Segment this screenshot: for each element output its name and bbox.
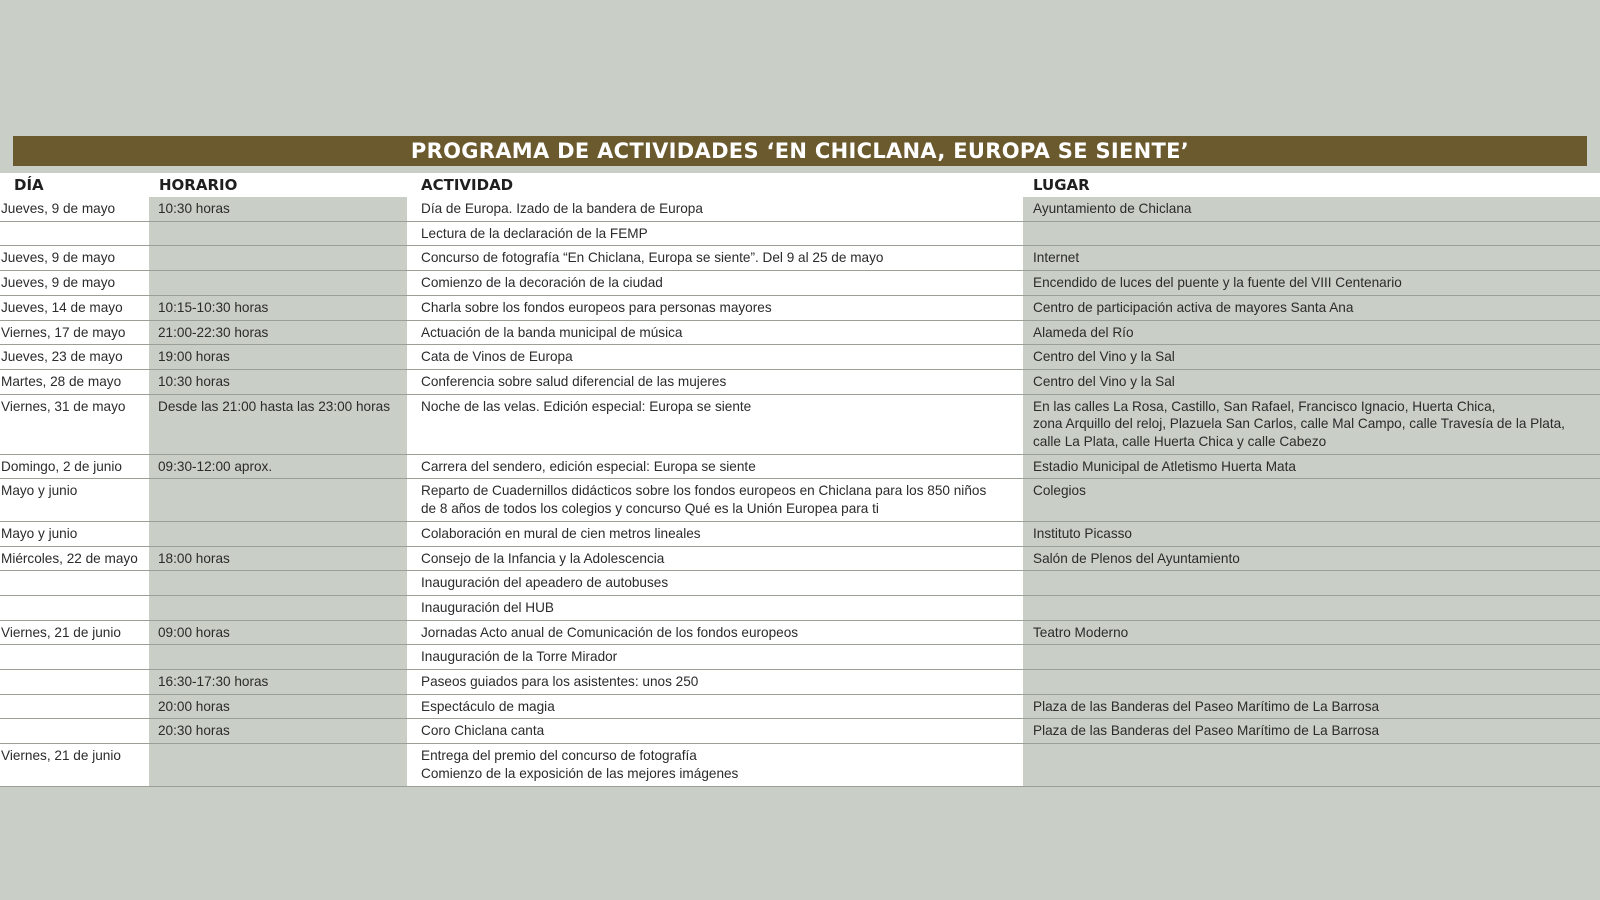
lugar-cell-line: Ayuntamiento de Chiclana [1033, 201, 1192, 216]
actividad-cell [407, 246, 1023, 271]
table-row [0, 295, 1600, 320]
lugar-cell [1023, 670, 1600, 695]
lugar-cell [1023, 295, 1600, 320]
actividad-cell-line: Comienzo de la exposición de las mejores imágenes [421, 765, 739, 781]
lugar-cell-line: Centro del Vino y la Sal [1033, 349, 1175, 365]
lugar-cell [1023, 369, 1600, 394]
actividad-cell [407, 479, 1023, 521]
actividad-cell-line: Charla sobre los fondos europeos para personas mayores [421, 299, 772, 315]
horario-cell: 10:15-10:30 horas [149, 295, 407, 320]
actividad-cell [407, 320, 1023, 345]
actividad-cell [407, 521, 1023, 546]
actividad-cell [407, 645, 1023, 670]
actividad-cell [407, 595, 1023, 620]
actividad-cell-line: Cata de Vinos de Europa [421, 349, 573, 365]
actividad-cell-line: Actuación de la banda municipal de música [421, 324, 683, 340]
horario-cell: 21:00-22:30 horas [149, 320, 407, 345]
dia-cell: Jueves, 9 de mayo [0, 197, 149, 221]
lugar-cell-line: Estadio Municipal de Atletismo Huerta Mata [1033, 458, 1296, 474]
lugar-cell [1023, 271, 1600, 296]
actividad-cell [407, 454, 1023, 479]
horario-cell [149, 521, 407, 546]
horario-cell: 16:30-17:30 horas [149, 670, 407, 695]
horario-cell: 20:00 horas [149, 694, 407, 719]
actividad-cell [407, 744, 1023, 786]
lugar-cell [1023, 221, 1600, 246]
table-row [0, 670, 1600, 695]
table-row [0, 744, 1600, 786]
lugar-cell [1023, 479, 1600, 521]
dia-cell [0, 571, 149, 596]
table-row [0, 320, 1600, 345]
lugar-cell [1023, 521, 1600, 546]
lugar-cell-line: Plaza de las Banderas del Paseo Marítimo de La Barrosa [1033, 723, 1380, 739]
lugar-cell-line: Teatro Moderno [1033, 624, 1129, 640]
lugar-cell-line: Salón de Plenos del Ayuntamiento [1033, 550, 1240, 566]
table-row [0, 595, 1600, 620]
horario-cell [149, 246, 407, 271]
horario-cell: 19:00 horas [149, 345, 407, 370]
table-row [0, 345, 1600, 370]
horario-cell [149, 595, 407, 620]
actividad-cell [407, 295, 1023, 320]
actividad-cell-line: Carrera del sendero, edición especial: Europa se siente [421, 458, 756, 474]
horario-cell: Desde las 21:00 hasta las 23:00 horas [149, 394, 407, 454]
lugar-cell-line: Plaza de las Banderas del Paseo Marítimo de La Barrosa [1033, 698, 1380, 714]
table-row [0, 246, 1600, 271]
actividad-cell [407, 620, 1023, 645]
horario-cell: 18:00 horas [149, 546, 407, 571]
lugar-cell [1023, 620, 1600, 645]
dia-cell: Viernes, 21 de junio [0, 620, 149, 645]
lugar-cell [1023, 546, 1600, 571]
lugar-cell-line: Internet [1033, 250, 1080, 266]
table-row [0, 719, 1600, 744]
table-row [0, 694, 1600, 719]
program-title: PROGRAMA DE ACTIVIDADES ‘EN CHICLANA, EUROPA SE SIENTE’ [13, 136, 1587, 166]
actividad-cell [407, 670, 1023, 695]
lugar-cell [1023, 571, 1600, 596]
dia-cell [0, 221, 149, 246]
actividad-cell-line: de 8 años de todos los colegios y concurso Qué es la Unión Europea para ti [421, 501, 879, 517]
actividad-cell-line: Concurso de fotografía “En Chiclana, Europa se siente”. Del 9 al 25 de mayo [421, 250, 884, 266]
dia-cell [0, 595, 149, 620]
table-row [0, 271, 1600, 296]
horario-cell: 20:30 horas [149, 719, 407, 744]
lugar-cell [1023, 345, 1600, 370]
actividad-cell-line: Inauguración de la Torre Mirador [421, 649, 618, 665]
actividad-cell-line: Entrega del premio del concurso de fotografía [421, 748, 697, 764]
lugar-cell-line: Encendido de luces del puente y la fuente del VIII Centenario [1033, 275, 1402, 291]
horario-cell [149, 479, 407, 521]
lugar-cell-line: En las calles La Rosa, Castillo, San Rafael, Francisco Ignacio, Huerta Chica, [1033, 398, 1496, 414]
dia-cell: Viernes, 21 de junio [0, 744, 149, 786]
lugar-cell-line: Centro del Vino y la Sal [1033, 373, 1175, 389]
lugar-cell-line: Colegios [1033, 483, 1086, 499]
dia-cell [0, 645, 149, 670]
lugar-cell [1023, 246, 1600, 271]
dia-cell: Jueves, 9 de mayo [0, 271, 149, 296]
dia-cell: Mayo y junio [0, 521, 149, 546]
table-row [0, 197, 1600, 221]
dia-cell: Jueves, 14 de mayo [0, 295, 149, 320]
horario-cell: 10:30 horas [149, 197, 407, 221]
table-row [0, 479, 1600, 521]
lugar-cell [1023, 595, 1600, 620]
actividad-cell-line: Lectura de la declaración de la FEMP [421, 225, 648, 241]
dia-cell: Viernes, 31 de mayo [0, 394, 149, 454]
table-row [0, 369, 1600, 394]
lugar-cell [1023, 320, 1600, 345]
dia-cell [0, 670, 149, 695]
dia-cell [0, 719, 149, 744]
lugar-cell-line: zona Arquillo del reloj, Plazuela San Carlos, calle Mal Campo, calle Travesía de la Plata, [1033, 416, 1565, 432]
lugar-cell-line: calle La Plata, calle Huerta Chica y calle Cabezo [1033, 434, 1327, 450]
actividad-cell [407, 394, 1023, 454]
dia-cell: Jueves, 23 de mayo [0, 345, 149, 370]
dia-cell: Viernes, 17 de mayo [0, 320, 149, 345]
lugar-cell [1023, 454, 1600, 479]
lugar-cell [1023, 694, 1600, 719]
table-header-row [0, 173, 1600, 197]
lugar-cell-line: Instituto Picasso [1033, 525, 1132, 541]
horario-cell: 09:00 horas [149, 620, 407, 645]
actividad-cell [407, 197, 1023, 221]
actividad-cell [407, 571, 1023, 596]
table-row [0, 394, 1600, 454]
actividad-cell [407, 546, 1023, 571]
header-actividad: ACTIVIDAD [407, 173, 1023, 197]
table-row [0, 645, 1600, 670]
actividad-cell-line: Conferencia sobre salud diferencial de las mujeres [421, 373, 727, 389]
lugar-cell-line: Alameda del Río [1033, 324, 1134, 340]
actividad-cell-line: Comienzo de la decoración de la ciudad [421, 275, 663, 291]
actividad-cell-line: Paseos guiados para los asistentes: unos 250 [421, 674, 699, 690]
actividad-cell-line: Consejo de la Infancia y la Adolescencia [421, 550, 665, 566]
table-row [0, 571, 1600, 596]
dia-cell: Jueves, 9 de mayo [0, 246, 149, 271]
lugar-cell [1023, 394, 1600, 454]
horario-cell [149, 744, 407, 786]
dia-cell [0, 694, 149, 719]
actividad-cell [407, 694, 1023, 719]
actividad-cell [407, 221, 1023, 246]
horario-cell: 09:30-12:00 aprox. [149, 454, 407, 479]
header-horario: HORARIO [149, 173, 407, 197]
horario-cell [149, 221, 407, 246]
lugar-cell-line: Centro de participación activa de mayores Santa Ana [1033, 299, 1354, 315]
horario-cell [149, 645, 407, 670]
header-dia: DÍA [0, 173, 149, 197]
horario-cell: 10:30 horas [149, 369, 407, 394]
actividad-cell [407, 271, 1023, 296]
table-body [0, 197, 1600, 786]
actividad-cell-line: Reparto de Cuadernillos didácticos sobre los fondos europeos en Chiclana para los 850 niños [421, 483, 987, 499]
actividad-cell [407, 369, 1023, 394]
actividad-cell-line: Noche de las velas. Edición especial: Europa se siente [421, 398, 752, 414]
dia-cell: Martes, 28 de mayo [0, 369, 149, 394]
actividad-cell-line: Espectáculo de magia [421, 698, 555, 714]
actividad-cell-line: Colaboración en mural de cien metros lineales [421, 525, 701, 541]
header-lugar: LUGAR [1023, 173, 1600, 197]
lugar-cell [1023, 719, 1600, 744]
actividad-cell-line: Coro Chiclana canta [421, 723, 545, 739]
lugar-cell [1023, 645, 1600, 670]
dia-cell: Miércoles, 22 de mayo [0, 546, 149, 571]
table-row [0, 521, 1600, 546]
actividad-cell-line: Día de Europa. Izado de la bandera de Europa [421, 201, 703, 216]
table-row [0, 221, 1600, 246]
horario-cell [149, 571, 407, 596]
actividad-cell [407, 719, 1023, 744]
actividad-cell-line: Jornadas Acto anual de Comunicación de los fondos europeos [421, 624, 799, 640]
dia-cell: Domingo, 2 de junio [0, 454, 149, 479]
table-row [0, 620, 1600, 645]
table-row [0, 546, 1600, 571]
horario-cell [149, 271, 407, 296]
lugar-cell [1023, 744, 1600, 786]
table-row [0, 454, 1600, 479]
lugar-cell [1023, 197, 1600, 221]
actividad-cell-line: Inauguración del apeadero de autobuses [421, 575, 669, 591]
activities-table [0, 173, 1600, 787]
dia-cell: Mayo y junio [0, 479, 149, 521]
actividad-cell [407, 345, 1023, 370]
actividad-cell-line: Inauguración del HUB [421, 599, 554, 615]
